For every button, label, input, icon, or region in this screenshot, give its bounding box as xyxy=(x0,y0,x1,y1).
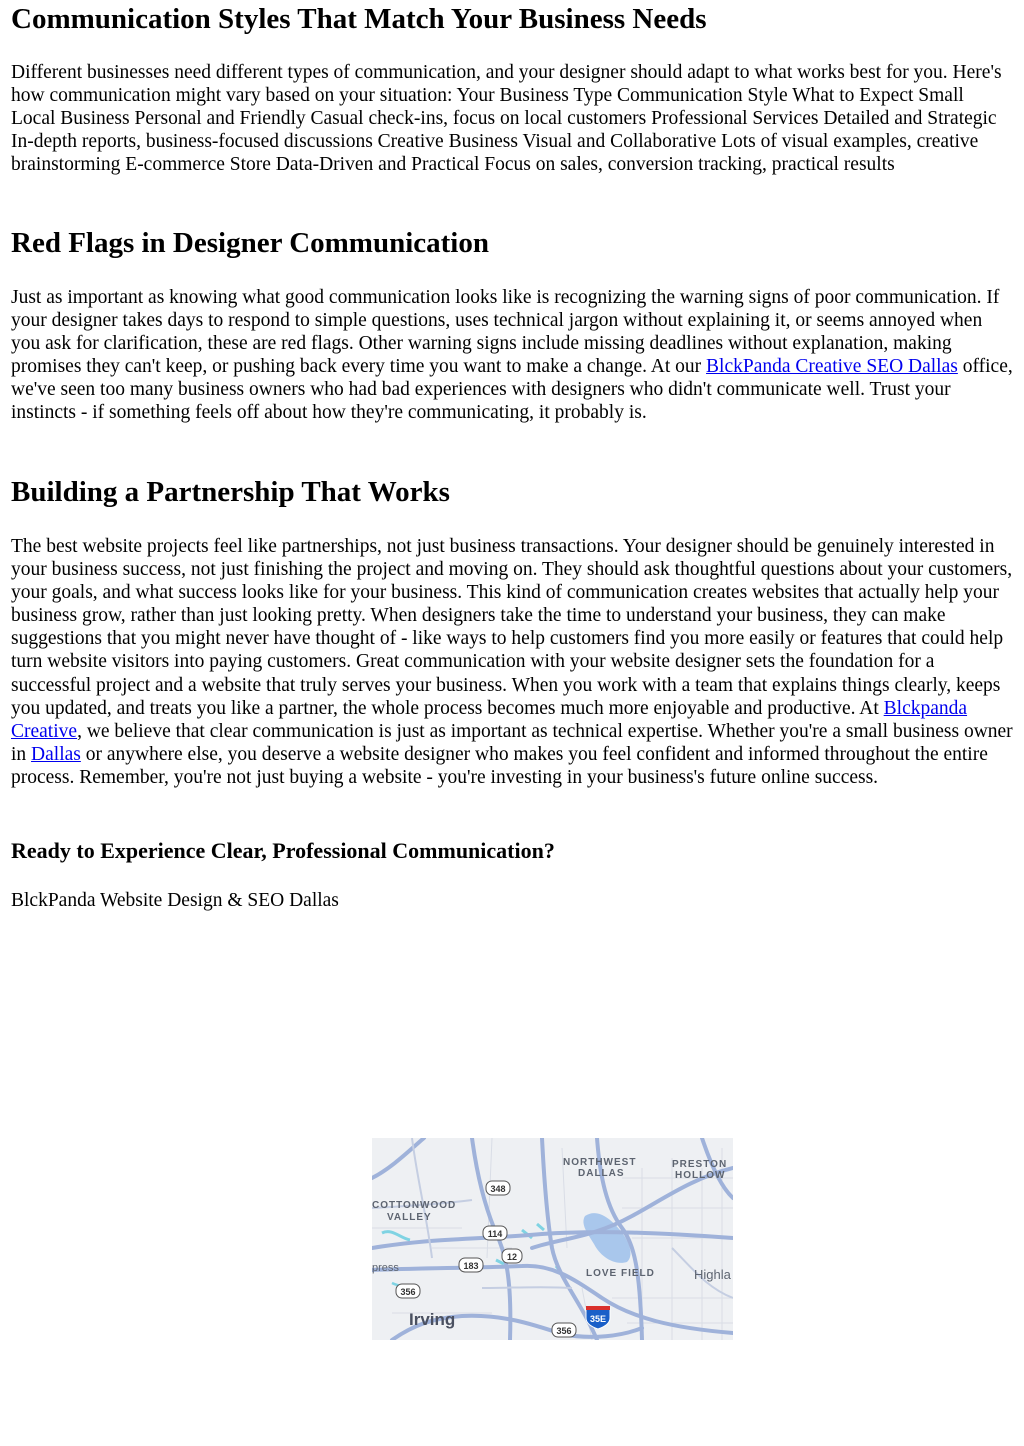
svg-text:356: 356 xyxy=(400,1287,416,1297)
svg-text:183: 183 xyxy=(463,1261,479,1271)
map-label-press: press xyxy=(372,1262,399,1274)
blckpanda-creative-link[interactable]: Blckpanda Creative xyxy=(11,697,968,742)
svg-text:12: 12 xyxy=(506,1252,518,1262)
section-heading-communication-styles: Communication Styles That Match Your Business Needs xyxy=(11,3,707,35)
red-flags-paragraph xyxy=(11,286,1013,425)
route-356-shield-south xyxy=(552,1323,576,1337)
map-label-love-field: LOVE FIELD xyxy=(586,1268,655,1279)
dallas-link[interactable]: Dallas xyxy=(31,743,81,765)
route-348-shield xyxy=(486,1181,510,1195)
map-label-hollow: HOLLOW xyxy=(675,1170,726,1181)
red-flags-text-2: office, we've seen too many business owners who had bad experiences with designers who didn't communicate well. Trust your instincts - if something feels off about how they're communicating, it probably is. xyxy=(11,356,1013,424)
svg-text:356: 356 xyxy=(556,1326,572,1336)
map-label-highland: Highla xyxy=(694,1267,731,1282)
route-183-shield xyxy=(459,1258,483,1272)
map-label-preston: PRESTON xyxy=(672,1159,728,1170)
map-label-northwest: NORTHWEST xyxy=(563,1157,637,1168)
svg-text:348: 348 xyxy=(490,1184,506,1194)
svg-text:114: 114 xyxy=(487,1229,503,1239)
section-heading-red-flags: Red Flags in Designer Communication xyxy=(11,227,489,259)
route-114-shield xyxy=(483,1226,507,1240)
svg-text:35E: 35E xyxy=(589,1314,607,1324)
partnership-text-1: The best website projects feel like partnerships, not just business transactions. Your designer should be genuinely interested in your business success, not just finishing the project and moving on. They should ask thoughtful questions about your customers, your goals, and what success looks like for your business. This kind of communication creates websites that actually help your business grow, rather than just looking pretty. When designers take the time to understand your business, they can make suggestions that you might never have thought of - like ways to help customers find you more easily or features that could help turn website visitors into paying customers. Great communication with your website designer sets the foundation for a successful project and a website that truly serves your business. When you work with a team that explains things clearly, keeps you updated, and treats you like a partner, the whole process becomes much more enjoyable and productive. At xyxy=(11,536,1013,719)
partnership-paragraph xyxy=(11,535,1013,789)
red-flags-text-1: Just as important as knowing what good communication looks like is recognizing the warning signs of poor communication. If your designer takes days to respond to simple questions, uses technical jargon without explaining it, or seems annoyed when you ask for clarification, these are red flags. Other warning signs include missing deadlines without explanation, making promises they can't keep, or pushing back every time you want to make a change. At our xyxy=(11,287,1000,378)
section-heading-partnership: Building a Partnership That Works xyxy=(11,476,450,508)
map-graphic xyxy=(372,1138,733,1340)
partnership-text-3: or anywhere else, you deserve a website designer who makes you feel confident and informed throughout the entire process. Remember, you're not just buying a website - you're investing in your business's future online success. xyxy=(11,743,988,788)
map-label-irving: Irving xyxy=(409,1310,456,1329)
location-map[interactable] xyxy=(372,1138,733,1340)
route-356-shield-west xyxy=(396,1284,420,1298)
partnership-text-2: , we believe that clear communication is just as important as technical expertise. Whether you're a small business owner in xyxy=(11,720,1013,765)
cta-heading: Ready to Experience Clear, Professional Communication? xyxy=(11,838,555,863)
map-label-dallas: DALLAS xyxy=(578,1168,625,1179)
map-label-valley: VALLEY xyxy=(387,1212,432,1223)
map-label-cottonwood: COTTONWOOD xyxy=(372,1200,457,1211)
communication-styles-paragraph: Different businesses need different types of communication, and your designer should adapt to what works best for you. Here's how communication might vary based on your situation: Your Business Type Communication Style What to Expect Small Local Business Personal and Friendly Casual check-ins, focus on local customers Professional Services Detailed and Strategic In-depth reports, business-focused discussions Creative Business Visual and Collaborative Lots of visual examples, creative brainstorming E-commerce Store Data-Driven and Practical Focus on sales, conversion tracking, practical results xyxy=(11,62,1002,176)
blckpanda-seo-dallas-link[interactable]: BlckPanda Creative SEO Dallas xyxy=(706,356,958,378)
business-name: BlckPanda Website Design & SEO Dallas xyxy=(11,890,339,911)
route-12-shield xyxy=(502,1249,522,1263)
